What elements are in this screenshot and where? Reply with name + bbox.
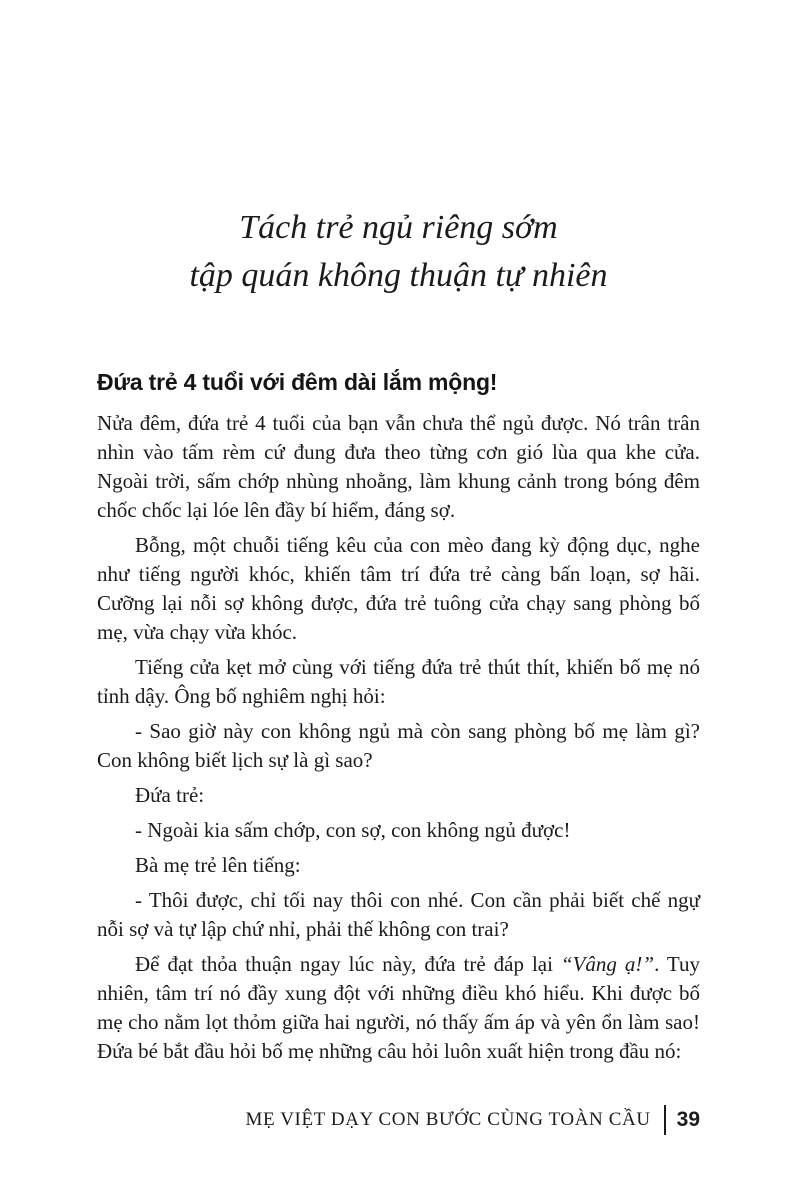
paragraph-text: - Thôi được, chỉ tối nay thôi con nhé. Con cần phải biết chế ngự nỗi sợ và tự lập chứ nhỉ, phải thế không con trai? bbox=[97, 888, 700, 941]
body-paragraph bbox=[97, 886, 700, 944]
chapter-title bbox=[97, 0, 700, 300]
page-content bbox=[97, 0, 700, 1072]
section-heading: Đứa trẻ 4 tuổi với đêm dài lắm mộng! bbox=[97, 369, 498, 395]
body-paragraph bbox=[97, 781, 700, 810]
quoted-speech: “Vâng ạ!” bbox=[560, 952, 655, 976]
footer-book-title: MẸ VIỆT DẠY CON BƯỚC CÙNG TOÀN CẦU bbox=[245, 1109, 651, 1130]
paragraph-text: - Ngoài kia sấm chớp, con sợ, con không ngủ được! bbox=[135, 818, 571, 842]
body-paragraph bbox=[97, 816, 700, 845]
body-paragraph bbox=[97, 950, 700, 1066]
paragraph-text: - Sao giờ này con không ngủ mà còn sang phòng bố mẹ làm gì? Con không biết lịch sự là gì sao? bbox=[97, 719, 700, 772]
page-number: 39 bbox=[676, 1108, 700, 1131]
chapter-title-line1: Tách trẻ ngủ riêng sớm bbox=[239, 209, 558, 246]
paragraph-text: Bà mẹ trẻ lên tiếng: bbox=[135, 853, 301, 877]
paragraph-text: Để đạt thỏa thuận ngay lúc này, đứa trẻ đáp lại bbox=[135, 952, 561, 976]
body-text bbox=[97, 409, 700, 1066]
paragraph-text: Nửa đêm, đứa trẻ 4 tuổi của bạn vẫn chưa thể ngủ được. Nó trân trân nhìn vào tấm rèm cứ đung đưa theo từng cơn gió lùa qua khe cửa. Ngoài trời, sấm chớp nhùng nhoằng, làm khung cảnh trong bóng đêm chốc chốc lại lóe lên đầy bí hiểm, đáng sợ. bbox=[97, 411, 700, 522]
paragraph-text: Đứa trẻ: bbox=[135, 783, 205, 807]
body-paragraph bbox=[97, 851, 700, 880]
footer-separator-bar bbox=[664, 1105, 666, 1135]
body-paragraph bbox=[97, 653, 700, 711]
body-paragraph bbox=[97, 409, 700, 525]
paragraph-text: Tiếng cửa kẹt mở cùng với tiếng đứa trẻ thút thít, khiến bố mẹ nó tỉnh dậy. Ông bố nghiêm nghị hỏi: bbox=[97, 655, 700, 708]
paragraph-text: . Tuy nhiên, tâm trí nó đầy xung đột với những điều khó hiểu. Khi được bố mẹ cho nằm lọt thỏm giữa hai người, nó thấy ấm áp và yên ổn làm sao! Đứa bé bắt đầu hỏi bố mẹ những câu hỏi luôn xuất hiện trong đầu nó: bbox=[97, 952, 701, 1063]
body-paragraph bbox=[97, 717, 700, 775]
chapter-title-line2: tập quán không thuận tự nhiên bbox=[189, 257, 608, 294]
body-paragraph bbox=[97, 531, 700, 647]
page-footer bbox=[246, 1102, 701, 1138]
paragraph-text: Bỗng, một chuỗi tiếng kêu của con mèo đang kỳ động dục, nghe như tiếng người khóc, khiến tâm trí đứa trẻ càng bấn loạn, sợ hãi. Cưỡng lại nỗi sợ không được, đứa trẻ tuông cửa chạy sang phòng bố mẹ, vừa chạy vừa khóc. bbox=[97, 533, 700, 644]
